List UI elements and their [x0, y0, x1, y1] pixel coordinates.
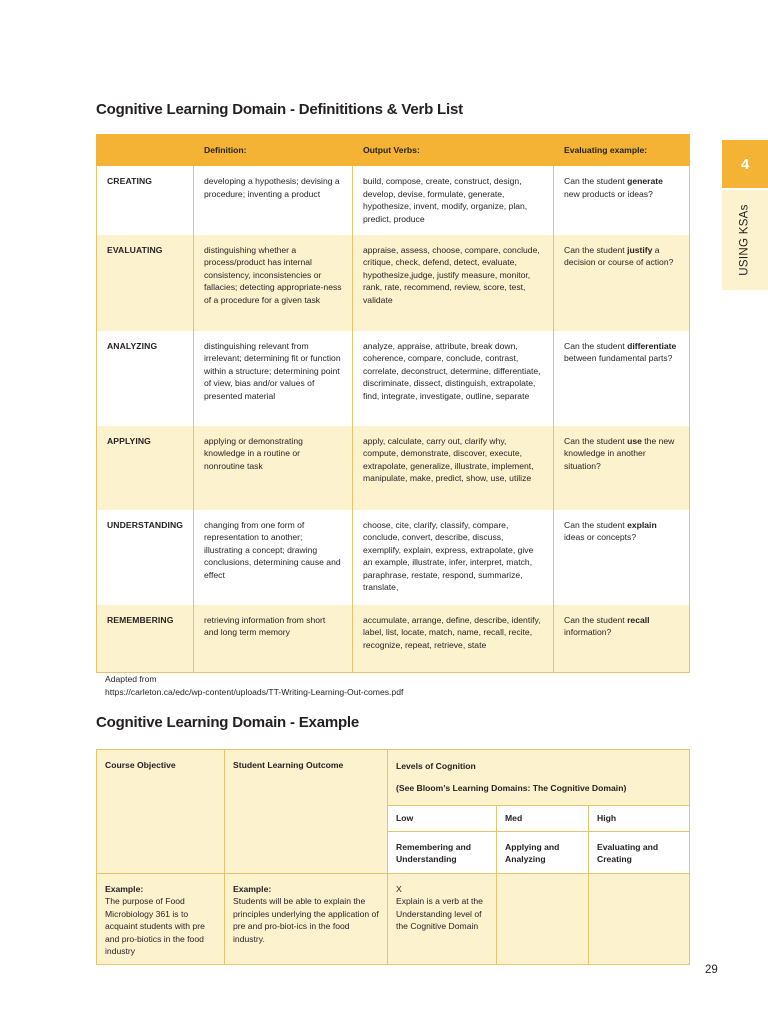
definition-cell: retrieving information from short and long term memory: [194, 605, 353, 673]
example-cell: [554, 605, 690, 673]
low-header: Low: [388, 806, 497, 832]
table-row-creating: [97, 166, 690, 235]
med-description: Applying and Analyzing: [497, 831, 589, 873]
example-text: Can the student: [564, 340, 628, 351]
course-objective-header: Course Objective: [97, 750, 225, 874]
chapter-tab-number[interactable]: 4: [722, 140, 768, 188]
example-cell: [554, 331, 690, 426]
example-cell: [554, 166, 690, 235]
slo-cell: [225, 873, 388, 964]
low-description: Remembering and Understanding: [388, 831, 497, 873]
example-text: information?: [564, 627, 612, 637]
levels-title: Levels of Cognition: [396, 761, 476, 771]
levels-header: [388, 750, 690, 806]
level-name: APPLYING: [97, 426, 194, 510]
example-text: Can the student: [564, 244, 628, 255]
definition-cell: changing from one form of representation to another; illustrating a concept; drawing conclusions, determining cause and effect: [194, 510, 353, 605]
example-text: ideas or concepts?: [564, 532, 637, 542]
example-keyword: justify: [627, 244, 653, 255]
level-name: EVALUATING: [97, 235, 194, 331]
level-name: CREATING: [97, 166, 194, 235]
table-row-understanding: [97, 510, 690, 605]
chapter-tab[interactable]: [722, 190, 768, 290]
verb-table-header-row: [97, 135, 690, 166]
source-url[interactable]: https://carleton.ca/edc/wp-content/uploads/TT-Writing-Learning-Out-comes.pdf: [105, 686, 404, 697]
high-description: Evaluating and Creating: [589, 831, 690, 873]
verbs-cell: accumulate, arrange, define, describe, identify, label, list, locate, match, name, recall, recite, recognize, repeat, retrieve, state: [353, 605, 554, 673]
example-keyword: explain: [627, 519, 657, 530]
low-cell: [388, 873, 497, 964]
example-text: Can the student: [564, 519, 628, 530]
definition-column-header: Definition:: [194, 135, 353, 166]
table-row-analyzing: [97, 331, 690, 426]
definition-cell: distinguishing whether a process/product has internal consistency, inconsistencies or fallacies; detecting appropriate-ness of a procedure for a given task: [194, 235, 353, 331]
course-objective-text: The purpose of Food Microbiology 361 is to acquaint students with pre and pro-biotics in the food industry: [105, 896, 205, 956]
low-mark: X: [396, 883, 402, 894]
verbs-cell: apply, calculate, carry out, clarify why, compute, demonstrate, discover, execute, extrapolate, generalize, illustrate, implement, manipulate, make, predict, show, use, utilize: [353, 426, 554, 510]
example-text: Can the student: [564, 614, 628, 625]
table-row-remembering: [97, 605, 690, 673]
example-text: between fundamental parts?: [564, 353, 673, 363]
example-table: [96, 749, 690, 965]
example-text: the new knowledge in another situation?: [564, 435, 675, 471]
example-keyword: use: [627, 435, 642, 446]
example-cell: [554, 510, 690, 605]
definition-cell: developing a hypothesis; devising a procedure; inventing a product: [194, 166, 353, 235]
slo-header: Student Learning Outcome: [225, 750, 388, 874]
example-text: new products or ideas?: [564, 188, 653, 199]
section-title: Cognitive Learning Domain - Example: [96, 714, 360, 731]
output-verbs-column-header: Output Verbs:: [353, 135, 554, 166]
course-objective-cell: [97, 873, 225, 964]
med-cell: [497, 873, 589, 964]
verbs-cell: appraise, assess, choose, compare, conclude, critique, check, defend, detect, evaluate, hypothesize,judge, justify measure, monitor, rank, rate, recommend, review, score, test, validate: [353, 235, 554, 331]
evaluating-example-column-header: Evaluating example:: [554, 135, 690, 166]
high-header: High: [589, 806, 690, 832]
chapter-tab-label: USING KSAs: [739, 204, 752, 276]
source-label: Adapted from: [105, 674, 157, 684]
example-text: Can the student: [564, 435, 628, 446]
levels-subtitle: (See Bloom’s Learning Domains: The Cognitive Domain): [396, 782, 627, 793]
med-header: Med: [497, 806, 589, 832]
table-row-applying: [97, 426, 690, 510]
example-keyword: differentiate: [627, 340, 677, 351]
level-name: UNDERSTANDING: [97, 510, 194, 605]
verb-list-table: [96, 134, 690, 673]
definition-cell: distinguishing relevant from irrelevant; determining fit or function within a structure; determining point of view, bias and/or values of presented material: [194, 331, 353, 426]
slo-text: Students will be able to explain the principles underlying the application of pre and pro-biot-ics in the food industry.: [233, 896, 379, 944]
example-label: Example:: [233, 883, 272, 894]
example-keyword: generate: [627, 176, 663, 186]
verbs-cell: build, compose, create, construct, design, develop, devise, formulate, generate, hypothesize, invent, modify, organize, plan, predict, produce: [353, 166, 554, 235]
table-row-evaluating: [97, 235, 690, 331]
level-name: ANALYZING: [97, 331, 194, 426]
example-cell: [554, 426, 690, 510]
page-title: Cognitive Learning Domain - Definititions & Verb List: [96, 101, 463, 118]
verbs-cell: choose, cite, clarify, classify, compare, conclude, convert, describe, discuss, exemplify, explain, express, extrapolate, give an example, illustrate, infer, interpret, match, paraphrase, restate, respond, summarize, translate,: [353, 510, 554, 605]
definition-cell: applying or demonstrating knowledge in a routine or nonroutine task: [194, 426, 353, 510]
page-number: 29: [705, 964, 718, 976]
verbs-cell: analyze, appraise, attribute, break down, coherence, compare, conclude, contrast, correlate, deconstruct, determine, differentiate, discriminate, dissect, distinguish, extrapolate, find, integrate, investigate, outline, separate: [353, 331, 554, 426]
example-text: a decision or course of action?: [564, 244, 674, 267]
example-label: Example:: [105, 883, 144, 894]
source-note: [105, 673, 403, 698]
low-note: Explain is a verb at the Understanding level of the Cognitive Domain: [396, 896, 483, 931]
high-cell: [589, 873, 690, 964]
example-keyword: recall: [627, 614, 650, 625]
example-cell: [554, 235, 690, 331]
level-column-header: [97, 135, 194, 166]
level-name: REMEMBERING: [97, 605, 194, 673]
example-text: Can the student: [564, 176, 628, 186]
